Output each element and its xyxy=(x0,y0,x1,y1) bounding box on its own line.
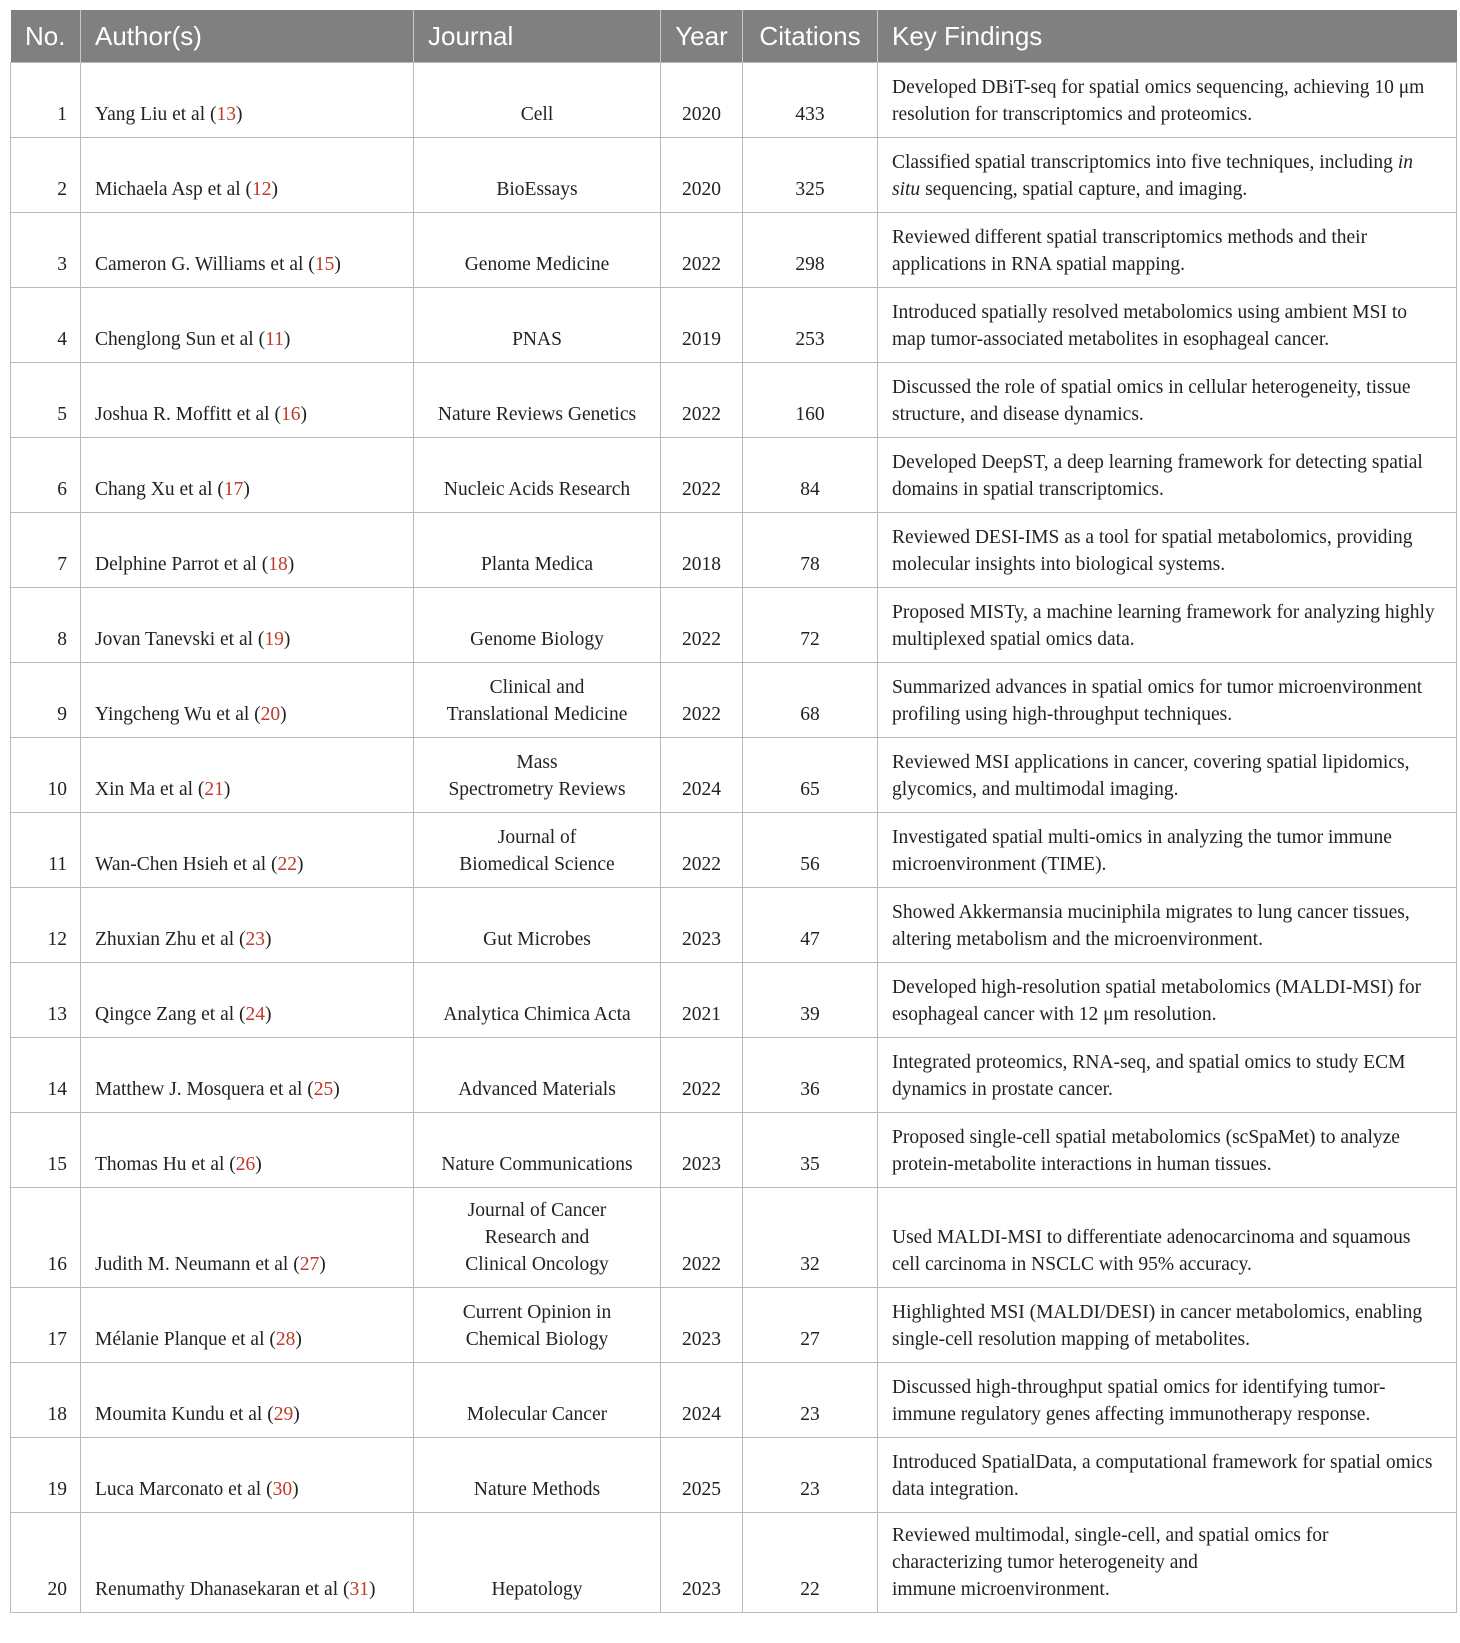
table-row xyxy=(11,363,1457,438)
reference-link[interactable]: 29 xyxy=(273,1404,294,1425)
cell-key-findings: Discussed the role of spatial omics in cellular heterogeneity, tissue structure, and disease dynamics. xyxy=(878,363,1457,438)
cell-year: 2025 xyxy=(661,1438,743,1513)
cell-key-findings: Discussed high-throughput spatial omics for identifying tumor-immune regulatory genes affecting immunotherapy response. xyxy=(878,1363,1457,1438)
cell-key-findings: Introduced SpatialData, a computational framework for spatial omics data integration. xyxy=(878,1438,1457,1513)
cell-year: 2023 xyxy=(661,1513,743,1613)
reference-link[interactable]: 23 xyxy=(245,929,266,950)
journal-line: Clinical and xyxy=(489,677,585,698)
cell-key-findings: Integrated proteomics, RNA-seq, and spatial omics to study ECM dynamics in prostate cancer. xyxy=(878,1038,1457,1113)
cell-no: 16 xyxy=(11,1188,81,1288)
cell-author xyxy=(81,138,414,213)
cell-no: 18 xyxy=(11,1363,81,1438)
table-header xyxy=(11,10,1457,63)
reference-link[interactable]: 12 xyxy=(252,179,272,200)
cell-citations: 39 xyxy=(743,963,878,1038)
cell-journal: Nature Reviews Genetics xyxy=(414,363,661,438)
cell-year: 2020 xyxy=(661,63,743,138)
cell-citations: 325 xyxy=(743,138,878,213)
cell-journal: Molecular Cancer xyxy=(414,1363,661,1438)
cell-author xyxy=(81,363,414,438)
reference-link[interactable]: 24 xyxy=(245,1004,266,1025)
table-row xyxy=(11,1363,1457,1438)
cell-author xyxy=(81,813,414,888)
cell-citations: 72 xyxy=(743,588,878,663)
author-close-paren: ) xyxy=(265,929,272,950)
table-row xyxy=(11,138,1457,213)
cell-journal: Hepatology xyxy=(414,1513,661,1613)
author-name: Qingce Zang et al ( xyxy=(95,1004,246,1025)
table-row xyxy=(11,1513,1457,1613)
cell-journal: Nucleic Acids Research xyxy=(414,438,661,513)
cell-year: 2022 xyxy=(661,588,743,663)
cell-citations: 78 xyxy=(743,513,878,588)
cell-journal: Nature Communications xyxy=(414,1113,661,1188)
cell-author xyxy=(81,663,414,738)
cell-key-findings xyxy=(878,138,1457,213)
cell-no: 12 xyxy=(11,888,81,963)
cell-citations: 47 xyxy=(743,888,878,963)
reference-link[interactable]: 19 xyxy=(264,629,284,650)
cell-citations: 36 xyxy=(743,1038,878,1113)
cell-journal xyxy=(414,813,661,888)
cell-year: 2023 xyxy=(661,1113,743,1188)
author-name: Matthew J. Mosquera et al ( xyxy=(95,1079,314,1100)
cell-author xyxy=(81,513,414,588)
cell-year: 2022 xyxy=(661,1188,743,1288)
cell-author xyxy=(81,213,414,288)
cell-journal: Advanced Materials xyxy=(414,1038,661,1113)
cell-author xyxy=(81,738,414,813)
publications-table-container xyxy=(10,10,1456,1613)
author-close-paren: ) xyxy=(265,1004,272,1025)
cell-no: 2 xyxy=(11,138,81,213)
cell-no: 14 xyxy=(11,1038,81,1113)
table-row xyxy=(11,738,1457,813)
author-name: Jovan Tanevski et al ( xyxy=(95,629,265,650)
author-close-paren: ) xyxy=(297,854,304,875)
cell-author xyxy=(81,963,414,1038)
reference-link[interactable]: 25 xyxy=(313,1079,334,1100)
author-close-paren: ) xyxy=(368,1579,376,1600)
cell-author xyxy=(81,588,414,663)
reference-link[interactable]: 15 xyxy=(314,254,335,275)
cell-key-findings: Reviewed DESI-IMS as a tool for spatial metabolomics, providing molecular insights into biological systems. xyxy=(878,513,1457,588)
author-close-paren: ) xyxy=(292,1479,299,1500)
author-close-paren: ) xyxy=(283,629,291,650)
table-row xyxy=(11,213,1457,288)
author-name: Thomas Hu et al ( xyxy=(95,1154,236,1175)
cell-citations: 65 xyxy=(743,738,878,813)
cell-author xyxy=(81,63,414,138)
cell-year: 2024 xyxy=(661,738,743,813)
cell-year: 2022 xyxy=(661,363,743,438)
reference-link[interactable]: 11 xyxy=(265,329,284,350)
table-row xyxy=(11,438,1457,513)
reference-link[interactable]: 26 xyxy=(235,1154,256,1175)
reference-link[interactable]: 22 xyxy=(277,854,298,875)
cell-no: 5 xyxy=(11,363,81,438)
cell-no: 4 xyxy=(11,288,81,363)
cell-year: 2023 xyxy=(661,888,743,963)
header-author: Author(s) xyxy=(81,10,414,63)
cell-journal: Cell xyxy=(414,63,661,138)
cell-journal: Planta Medica xyxy=(414,513,661,588)
cell-citations: 56 xyxy=(743,813,878,888)
reference-link[interactable]: 27 xyxy=(299,1254,320,1275)
cell-citations: 22 xyxy=(743,1513,878,1613)
author-name: Luca Marconato et al ( xyxy=(95,1479,273,1500)
author-name: Delphine Parrot et al ( xyxy=(95,554,269,575)
author-name: Chang Xu et al ( xyxy=(95,479,224,500)
cell-year: 2024 xyxy=(661,1363,743,1438)
cell-author xyxy=(81,1363,414,1438)
findings-line: immune microenvironment. xyxy=(892,1579,1110,1600)
cell-key-findings: Summarized advances in spatial omics for tumor microenvironment profiling using high-throughput techniques. xyxy=(878,663,1457,738)
cell-no: 11 xyxy=(11,813,81,888)
findings-line: characterizing tumor heterogeneity and xyxy=(892,1552,1198,1573)
header-row xyxy=(11,10,1457,63)
table-row xyxy=(11,1188,1457,1288)
cell-key-findings: Reviewed MSI applications in cancer, covering spatial lipidomics, glycomics, and multimodal imaging. xyxy=(878,738,1457,813)
journal-line: Current Opinion in xyxy=(462,1302,612,1323)
findings-italic-text: in situ xyxy=(892,152,1413,200)
author-name: Zhuxian Zhu et al ( xyxy=(95,929,246,950)
cell-citations: 433 xyxy=(743,63,878,138)
journal-line: Spectrometry Reviews xyxy=(448,779,626,800)
cell-journal xyxy=(414,738,661,813)
author-name: Judith M. Neumann et al ( xyxy=(95,1254,300,1275)
table-body xyxy=(11,63,1457,1613)
author-close-paren: ) xyxy=(243,479,250,500)
cell-key-findings: Used MALDI-MSI to differentiate adenocarcinoma and squamous cell carcinoma in NSCLC with 95% accuracy. xyxy=(878,1188,1457,1288)
cell-author xyxy=(81,1288,414,1363)
reference-link[interactable]: 17 xyxy=(223,479,244,500)
cell-citations: 23 xyxy=(743,1438,878,1513)
table-row xyxy=(11,1038,1457,1113)
author-close-paren: ) xyxy=(334,254,341,275)
cell-citations: 298 xyxy=(743,213,878,288)
journal-line: Journal of Cancer xyxy=(467,1200,607,1221)
table-row xyxy=(11,513,1457,588)
table-row xyxy=(11,1113,1457,1188)
journal-line: Chemical Biology xyxy=(465,1329,609,1350)
cell-no: 20 xyxy=(11,1513,81,1613)
reference-link[interactable]: 31 xyxy=(349,1579,369,1600)
author-close-paren: ) xyxy=(283,329,291,350)
author-close-paren: ) xyxy=(293,1404,300,1425)
cell-citations: 68 xyxy=(743,663,878,738)
cell-key-findings: Developed DBiT-seq for spatial omics sequencing, achieving 10 μm resolution for transcriptomics and proteomics. xyxy=(878,63,1457,138)
cell-journal: Gut Microbes xyxy=(414,888,661,963)
cell-journal xyxy=(414,1288,661,1363)
header-citations: Citations xyxy=(743,10,878,63)
cell-year: 2020 xyxy=(661,138,743,213)
cell-no: 6 xyxy=(11,438,81,513)
author-close-paren: ) xyxy=(287,554,295,575)
author-close-paren: ) xyxy=(223,779,231,800)
cell-journal xyxy=(414,663,661,738)
cell-citations: 27 xyxy=(743,1288,878,1363)
author-name: Wan-Chen Hsieh et al ( xyxy=(95,854,278,875)
cell-citations: 84 xyxy=(743,438,878,513)
cell-no: 15 xyxy=(11,1113,81,1188)
table-row xyxy=(11,63,1457,138)
cell-key-findings: Introduced spatially resolved metabolomics using ambient MSI to map tumor-associated metabolites in esophageal cancer. xyxy=(878,288,1457,363)
author-close-paren: ) xyxy=(271,179,279,200)
author-name: Moumita Kundu et al ( xyxy=(95,1404,274,1425)
journal-line: Mass xyxy=(516,752,558,773)
table-row xyxy=(11,1438,1457,1513)
table-row xyxy=(11,1288,1457,1363)
findings-line: Reviewed multimodal, single-cell, and spatial omics for xyxy=(892,1525,1329,1546)
author-name: Xin Ma et al ( xyxy=(95,779,205,800)
cell-citations: 32 xyxy=(743,1188,878,1288)
header-no: No. xyxy=(11,10,81,63)
reference-link[interactable]: 16 xyxy=(280,404,301,425)
table-row xyxy=(11,963,1457,1038)
author-name: Joshua R. Moffitt et al ( xyxy=(95,404,281,425)
cell-year: 2022 xyxy=(661,213,743,288)
cell-year: 2022 xyxy=(661,663,743,738)
findings-text: Classified spatial transcriptomics into five techniques, including xyxy=(892,152,1398,173)
cell-key-findings: Developed high-resolution spatial metabolomics (MALDI-MSI) for esophageal cancer with 12 μm resolution. xyxy=(878,963,1457,1038)
author-name: Renumathy Dhanasekaran et al ( xyxy=(95,1579,350,1600)
author-name: Mélanie Planque et al ( xyxy=(95,1329,276,1350)
table-row xyxy=(11,888,1457,963)
cell-key-findings: Developed DeepST, a deep learning framework for detecting spatial domains in spatial transcriptomics. xyxy=(878,438,1457,513)
cell-author xyxy=(81,1113,414,1188)
cell-no: 1 xyxy=(11,63,81,138)
reference-link[interactable]: 30 xyxy=(272,1479,293,1500)
author-name: Chenglong Sun et al ( xyxy=(95,329,266,350)
cell-author xyxy=(81,1513,414,1613)
cell-journal: Genome Medicine xyxy=(414,213,661,288)
cell-journal: Genome Biology xyxy=(414,588,661,663)
cell-key-findings: Proposed single-cell spatial metabolomics (scSpaMet) to analyze protein-metabolite interactions in human tissues. xyxy=(878,1113,1457,1188)
cell-no: 10 xyxy=(11,738,81,813)
header-key-findings: Key Findings xyxy=(878,10,1457,63)
table-row xyxy=(11,288,1457,363)
cell-key-findings: Investigated spatial multi-omics in analyzing the tumor immune microenvironment (TIME). xyxy=(878,813,1457,888)
cell-author xyxy=(81,888,414,963)
cell-journal: PNAS xyxy=(414,288,661,363)
cell-no: 3 xyxy=(11,213,81,288)
author-name: Michaela Asp et al ( xyxy=(95,179,253,200)
cell-citations: 160 xyxy=(743,363,878,438)
cell-citations: 23 xyxy=(743,1363,878,1438)
cell-journal: BioEssays xyxy=(414,138,661,213)
author-name: Cameron G. Williams et al ( xyxy=(95,254,315,275)
journal-line: Translational Medicine xyxy=(446,704,628,725)
cell-no: 19 xyxy=(11,1438,81,1513)
author-close-paren: ) xyxy=(333,1079,340,1100)
author-name: Yingcheng Wu et al ( xyxy=(95,704,261,725)
cell-year: 2022 xyxy=(661,1038,743,1113)
cell-journal: Analytica Chimica Acta xyxy=(414,963,661,1038)
cell-no: 13 xyxy=(11,963,81,1038)
cell-author xyxy=(81,288,414,363)
cell-author xyxy=(81,438,414,513)
table-row xyxy=(11,588,1457,663)
cell-year: 2023 xyxy=(661,1288,743,1363)
reference-link[interactable]: 28 xyxy=(275,1329,296,1350)
author-name: Yang Liu et al ( xyxy=(95,104,217,125)
cell-author xyxy=(81,1188,414,1288)
cell-year: 2021 xyxy=(661,963,743,1038)
author-close-paren: ) xyxy=(295,1329,302,1350)
cell-key-findings: Reviewed different spatial transcriptomics methods and their applications in RNA spatial mapping. xyxy=(878,213,1457,288)
cell-key-findings: Showed Akkermansia muciniphila migrates to lung cancer tissues, altering metabolism and the microenvironment. xyxy=(878,888,1457,963)
author-close-paren: ) xyxy=(236,104,243,125)
author-close-paren: ) xyxy=(319,1254,326,1275)
cell-year: 2018 xyxy=(661,513,743,588)
author-close-paren: ) xyxy=(300,404,307,425)
cell-journal xyxy=(414,1188,661,1288)
author-close-paren: ) xyxy=(255,1154,262,1175)
publications-table xyxy=(10,10,1457,1613)
reference-link[interactable]: 18 xyxy=(268,554,288,575)
reference-link[interactable]: 20 xyxy=(260,704,281,725)
cell-no: 7 xyxy=(11,513,81,588)
cell-citations: 253 xyxy=(743,288,878,363)
cell-no: 17 xyxy=(11,1288,81,1363)
table-row xyxy=(11,813,1457,888)
reference-link[interactable]: 13 xyxy=(216,104,237,125)
header-journal: Journal xyxy=(414,10,661,63)
cell-year: 2019 xyxy=(661,288,743,363)
cell-no: 9 xyxy=(11,663,81,738)
cell-author xyxy=(81,1438,414,1513)
table-row xyxy=(11,663,1457,738)
cell-key-findings xyxy=(878,1513,1457,1613)
cell-key-findings: Highlighted MSI (MALDI/DESI) in cancer metabolomics, enabling single-cell resolution mapping of metabolites. xyxy=(878,1288,1457,1363)
cell-no: 8 xyxy=(11,588,81,663)
cell-key-findings: Proposed MISTy, a machine learning framework for analyzing highly multiplexed spatial omics data. xyxy=(878,588,1457,663)
journal-line: Biomedical Science xyxy=(459,854,615,875)
findings-text: sequencing, spatial capture, and imaging. xyxy=(920,179,1248,200)
cell-year: 2022 xyxy=(661,438,743,513)
journal-line: Research and xyxy=(484,1227,590,1248)
author-close-paren: ) xyxy=(280,704,287,725)
reference-link[interactable]: 21 xyxy=(204,779,224,800)
cell-year: 2022 xyxy=(661,813,743,888)
journal-line: Clinical Oncology xyxy=(465,1254,609,1275)
cell-journal: Nature Methods xyxy=(414,1438,661,1513)
cell-citations: 35 xyxy=(743,1113,878,1188)
journal-line: Journal of xyxy=(497,827,577,848)
cell-author xyxy=(81,1038,414,1113)
header-year: Year xyxy=(661,10,743,63)
